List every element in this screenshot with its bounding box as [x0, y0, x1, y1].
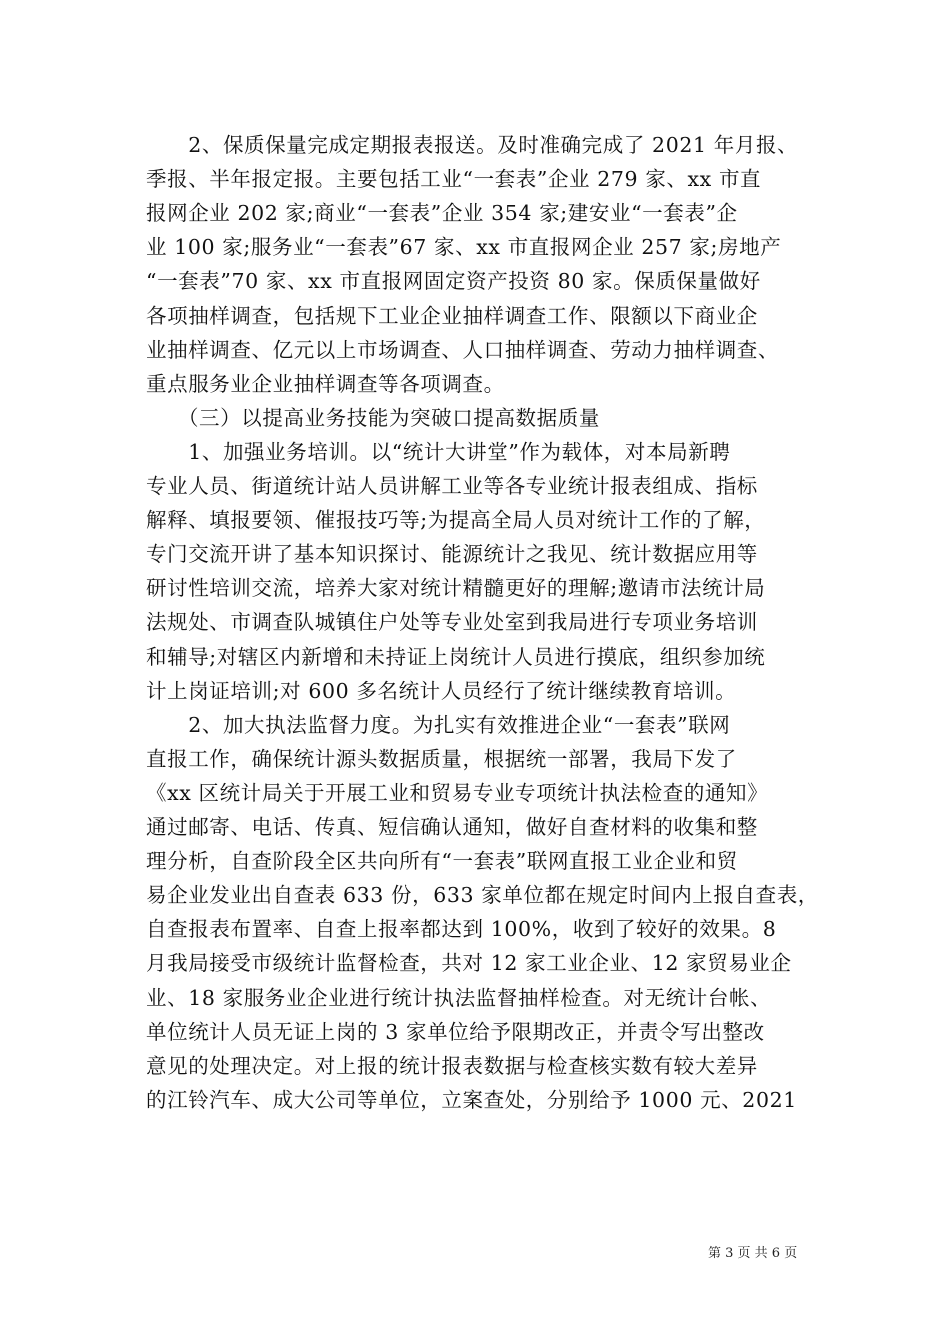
text-line: 《xx 区统计局关于开展工业和贸易专业专项统计执法检查的通知》: [146, 780, 769, 805]
text-line: 业 100 家;服务业“一套表”67 家、xx 市直报网企业 257 家;房地产: [146, 235, 782, 260]
text-line: 业抽样调查、亿元以上市场调查、人口抽样调查、劳动力抽样调查、: [146, 337, 779, 362]
text-line: 法规处、市调查队城镇住户处等专业处室到我局进行专项业务培训: [146, 610, 758, 635]
text-line: 专业人员、街道统计站人员讲解工业等各专业统计报表组成、指标: [146, 474, 758, 498]
text-line: 1、加强业务培训。以“统计大讲堂”作为载体，对本局新聘: [146, 439, 731, 464]
text-line: 意见的处理决定。对上报的统计报表数据与检查核实数有较大差异: [146, 1053, 758, 1078]
text-line: 通过邮寄、电话、传真、短信确认通知，做好自查材料的收集和整: [146, 815, 758, 839]
text-line: 自查报表布置率、自查上报率都达到 100%，收到了较好的效果。8: [146, 917, 777, 942]
text-line: 2、加大执法监督力度。为扎实有效推进企业“一套表”联网: [146, 712, 731, 737]
text-line: 单位统计人员无证上岗的 3 家单位给予限期改正，并责令写出整改: [146, 1019, 765, 1044]
text-line: （三）以提高业务技能为突破口提高数据质量: [146, 405, 600, 430]
text-line: 研讨性培训交流，培养大家对统计精髓更好的理解;邀请市法统计局: [146, 576, 766, 601]
text-line: 2、保质保量完成定期报表报送。及时准确完成了 2021 年月报、: [146, 133, 799, 157]
text-line: 业、18 家服务业企业进行统计执法监督抽样检查。对无统计台帐、: [146, 985, 772, 1010]
text-line: 易企业发业出自查表 633 份，633 家单位都在规定时间内上报自查表，: [146, 883, 819, 908]
page-footer: 第 3 页 共 6 页: [708, 1246, 798, 1261]
text-line: 专门交流开讲了基本知识探讨、能源统计之我见、统计数据应用等: [146, 542, 758, 567]
text-line: 计上岗证培训;对 600 多名统计人员经行了统计继续教育培训。: [146, 678, 737, 703]
text-line: “一套表”70 家、xx 市直报网固定资产投资 80 家。保质保量做好: [146, 269, 761, 294]
text-line: 报网企业 202 家;商业“一套表”企业 354 家;建安业“一套表”企: [146, 201, 738, 226]
text-line: 直报工作，确保统计源头数据质量，根据统一部署，我局下发了: [146, 746, 737, 771]
text-line: 季报、半年报定报。主要包括工业“一套表”企业 279 家、xx 市直: [146, 167, 762, 192]
text-line: 理分析，自查阶段全区共向所有“一套表”联网直报工业企业和贸: [146, 849, 738, 874]
text-line: 和辅导;对辖区内新增和未持证上岗统计人员进行摸底，组织参加统: [146, 644, 766, 669]
text-line: 重点服务业企业抽样调查等各项调查。: [146, 371, 505, 396]
text-line: 各项抽样调查，包括规下工业企业抽样调查工作、限额以下商业企: [146, 303, 758, 328]
text-line: 月我局接受市级统计监督检查，共对 12 家工业企业、12 家贸易业企: [146, 951, 792, 976]
text-line: 解释、填报要领、催报技巧等;为提高全局人员对统计工作的了解，: [146, 508, 766, 533]
text-line: 的江铃汽车、成大公司等单位，立案查处，分别给予 1000 元、2021: [146, 1087, 797, 1112]
